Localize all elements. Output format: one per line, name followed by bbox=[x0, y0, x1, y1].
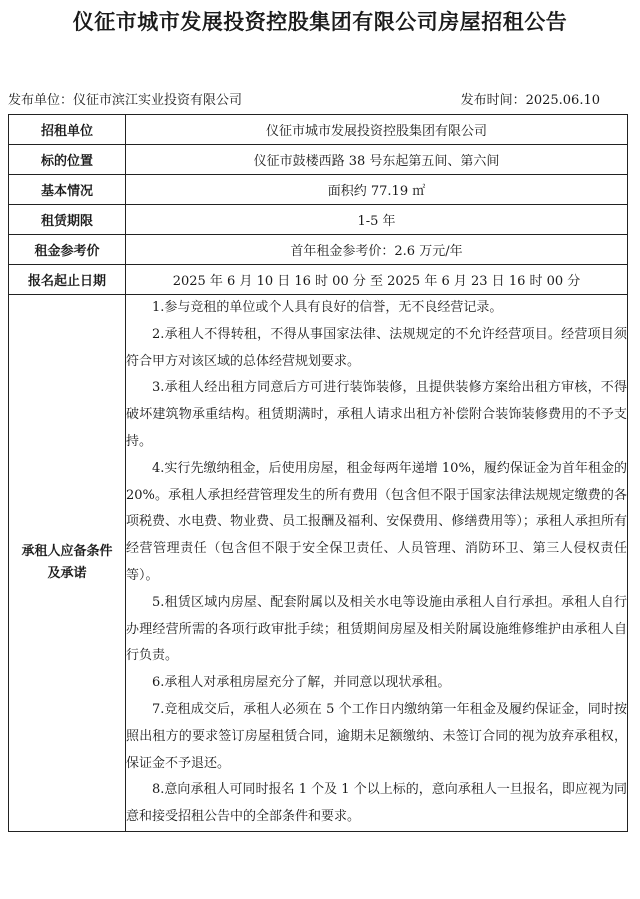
term-item: 2.承租人不得转租，不得从事国家法律、法规规定的不允许经营项目。经营项目须符合甲方对该区域的总体经营规划要求。 bbox=[126, 326, 627, 369]
table-row-registration-dates bbox=[9, 265, 628, 295]
meta-line bbox=[8, 89, 600, 108]
row-value: 2025 年 6 月 10 日 16 时 00 分 至 2025 年 6 月 23 日 16 时 00 分 bbox=[126, 265, 628, 295]
row-value: 面积约 77.19 ㎡ bbox=[126, 175, 628, 205]
term-item: 8.意向承租人可同时报名 1 个及 1 个以上标的，意向承租人一旦报名，即应视为同意和接受招租公告中的全部条件和要求。 bbox=[126, 782, 627, 825]
term-item: 4.实行先缴纳租金，后使用房屋，租金每两年递增 10%，履约保证金为首年租金的 20%。承租人承担经营管理发生的所有费用（包含但不限于国家法律法规规定缴费的各项税费、水电费、物业费、员工报酬及福利、安保费用、修缮费用等）；承租人承担所有经营管理责任（包含但不限于安全保卫责任、人员管理、消防环卫、第三人侵权责任等）。 bbox=[126, 460, 627, 583]
terms-content bbox=[126, 295, 628, 832]
terms-label bbox=[9, 295, 126, 832]
row-label: 租赁期限 bbox=[9, 205, 126, 235]
row-label: 报名起止日期 bbox=[9, 265, 126, 295]
table-row-terms bbox=[9, 295, 628, 832]
table-row-reference-rent bbox=[9, 235, 628, 265]
term-item: 6.承租人对承租房屋充分了解，并同意以现状承租。 bbox=[152, 675, 451, 691]
table-row-tenant-unit bbox=[9, 115, 628, 145]
term-item: 1.参与竞租的单位或个人具有良好的信誉，无不良经营记录。 bbox=[152, 300, 503, 315]
table-row-lease-term bbox=[9, 205, 628, 235]
table-row-location bbox=[9, 145, 628, 175]
row-label: 租金参考价 bbox=[9, 235, 126, 265]
term-item: 3.承租人经出租方同意后方可进行装饰装修，且提供装修方案给出租方审核，不得破坏建筑物承重结构。租赁期满时，承租人请求出租方补偿附合装饰装修费用的不予支持。 bbox=[126, 380, 627, 449]
table-row-basic-info bbox=[9, 175, 628, 205]
row-value: 首年租金参考价：2.6 万元/年 bbox=[126, 235, 628, 265]
notice-table bbox=[8, 114, 628, 832]
row-value: 仪征市鼓楼西路 38 号东起第五间、第六间 bbox=[126, 145, 628, 175]
page-title: 仪征市城市发展投资控股集团有限公司房屋招租公告 bbox=[72, 10, 568, 34]
terms-label-line: 承租人应备条件 bbox=[21, 543, 113, 559]
row-value: 仪征市城市发展投资控股集团有限公司 bbox=[126, 115, 628, 145]
term-item: 7.竞租成交后，承租人必须在 5 个工作日内缴纳第一年租金及履约保证金，同时按照出租方的要求签订房屋租赁合同，逾期未足额缴纳、未签订合同的视为放弃承租权，保证金不予退还。 bbox=[126, 701, 627, 771]
publish-time: 发布时间：2025.06.10 bbox=[460, 93, 600, 108]
term-item: 5.租赁区域内房屋、配套附属以及相关水电等设施由承租人自行承担。承租人自行办理经营所需的各项行政审批手续；租赁期间房屋及相关附属设施维修维护由承租人自行负责。 bbox=[126, 594, 627, 664]
terms-label-line: 及承诺 bbox=[47, 565, 87, 581]
row-label: 标的位置 bbox=[9, 145, 126, 175]
row-label: 基本情况 bbox=[9, 175, 126, 205]
row-label: 招租单位 bbox=[9, 115, 126, 145]
publisher: 发布单位：仪征市滨江实业投资有限公司 bbox=[8, 93, 243, 108]
row-value: 1-5 年 bbox=[126, 205, 628, 235]
